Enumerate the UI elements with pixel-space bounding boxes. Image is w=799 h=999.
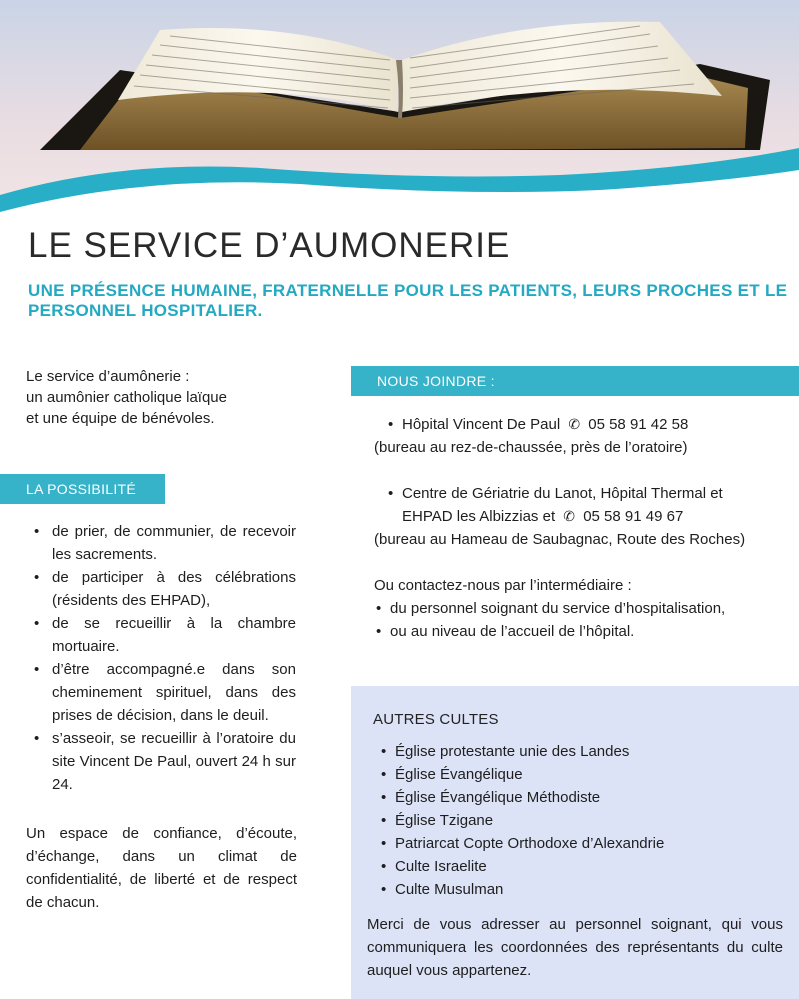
autres-cultes-panel (351, 686, 799, 999)
contact-entry-lanot (374, 482, 794, 505)
list-item: • Église protestante unie des Landes (367, 740, 783, 763)
site-name: Hôpital Vincent De Paul (402, 416, 561, 433)
intro-line: un aumônier catholique laïque (26, 389, 227, 406)
list-item: • Église Tzigane (367, 809, 783, 832)
autres-cultes-title: AUTRES CULTES (373, 711, 499, 728)
via-intro: Ou contactez-nous par l’intermédiaire : (374, 577, 632, 594)
list-item: • s’asseoir, se recueillir à l’oratoire du site Vincent De Paul, ouvert 24 h sur 24. (30, 727, 296, 796)
site-name: EHPAD les Albizzias et (402, 508, 556, 525)
trust-paragraph: Un espace de confiance, d’écoute, d’échange, dans un climat de confidentialité, de liberté et de respect de chacun. (26, 825, 297, 911)
via-list (374, 597, 794, 643)
autres-cultes-list (367, 740, 783, 901)
joindre-heading: NOUS JOINDRE : (351, 366, 799, 396)
intro-line: et une équipe de bénévoles. (26, 410, 215, 427)
phone-number[interactable]: 05 58 91 49 67 (583, 508, 684, 525)
list-item: • ou au niveau de l’accueil de l’hôpital. (374, 620, 794, 643)
list-item: • de participer à des célébrations (résidents des EHPAD), (30, 566, 296, 612)
contact-section (374, 413, 794, 643)
list-item: • Église Évangélique Méthodiste (367, 786, 783, 809)
phone-icon: ✆ (563, 508, 576, 524)
list-item: • de se recueillir à la chambre mortuaire. (30, 612, 296, 658)
site-note: (bureau au Hameau de Saubagnac, Route des Roches) (374, 531, 746, 548)
intro-line: Le service d’aumônerie : (26, 368, 190, 385)
phone-icon: ✆ (568, 416, 581, 432)
intro-text (26, 366, 227, 429)
possibilite-list (30, 520, 296, 796)
contact-entry-vincent-de-paul (374, 413, 794, 436)
list-item: • Culte Israelite (367, 855, 783, 878)
page-title: LE SERVICE D’AUMONERIE (28, 226, 511, 265)
header-banner (0, 0, 799, 230)
open-book-illustration (0, 0, 799, 230)
list-item: • de prier, de communier, de recevoir les sacrements. (30, 520, 296, 566)
page-subtitle: UNE PRÉSENCE HUMAINE, FRATERNELLE POUR LES PATIENTS, LEURS PROCHES ET LE PERSONNEL HOSPITALIER. (28, 281, 788, 320)
site-name: Centre de Gériatrie du Lanot, Hôpital Thermal et (402, 485, 723, 502)
possibilite-heading: LA POSSIBILITÉ (0, 474, 165, 504)
list-item: • du personnel soignant du service d’hospitalisation, (374, 597, 794, 620)
site-note: (bureau au rez-de-chaussée, près de l’oratoire) (374, 439, 688, 456)
phone-number[interactable]: 05 58 91 42 58 (588, 416, 689, 433)
list-item: • Culte Musulman (367, 878, 783, 901)
contact-entry-lanot-line2 (374, 505, 794, 528)
list-item: • d’être accompagné.e dans son cheminement spirituel, dans des prises de décision, dans le deuil. (30, 658, 296, 727)
list-item: • Patriarcat Copte Orthodoxe d’Alexandrie (367, 832, 783, 855)
autres-cultes-note: Merci de vous adresser au personnel soignant, qui vous communiquera les coordonnées des représentants du culte auquel vous appartenez. (367, 916, 783, 979)
list-item: • Église Évangélique (367, 763, 783, 786)
